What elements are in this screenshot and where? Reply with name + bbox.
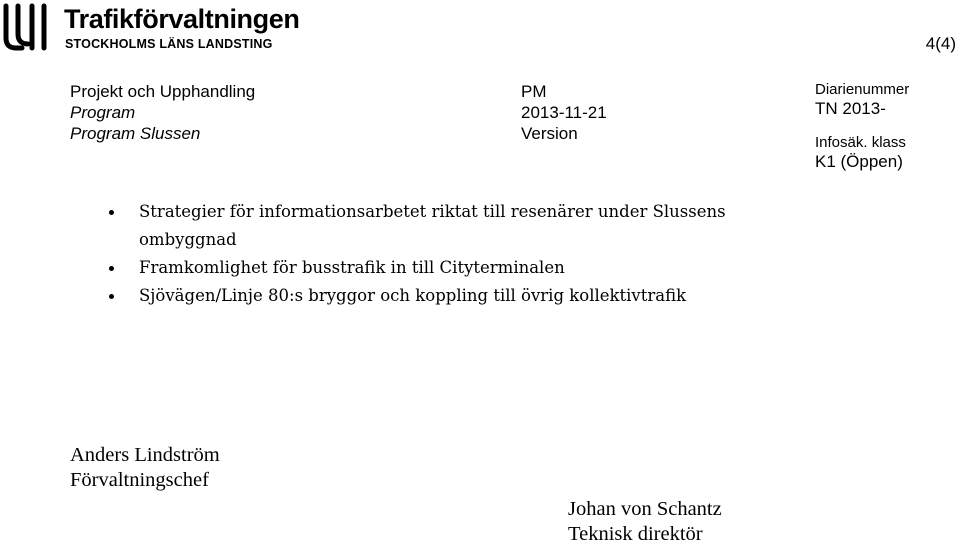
header-department: Projekt och Upphandling bbox=[70, 82, 256, 101]
page-number: 4(4) bbox=[925, 34, 956, 53]
header-version: Version bbox=[521, 124, 578, 143]
signature-block-2 bbox=[568, 497, 722, 547]
signature-title: Förvaltningschef bbox=[70, 469, 209, 491]
signature-title: Teknisk direktör bbox=[568, 523, 703, 545]
logo-subtitle: STOCKHOLMS LÄNS LANDSTING bbox=[65, 37, 273, 51]
list-item: Strategier för informationsarbetet riktat till resenärer under Slussens ombyggnad bbox=[108, 198, 808, 254]
header-date: 2013-11-21 bbox=[521, 103, 607, 122]
logo bbox=[0, 0, 340, 55]
list-item: Sjövägen/Linje 80:s bryggor och koppling till övrig kollektivtrafik bbox=[108, 282, 808, 310]
logo-title: Trafikförvaltningen bbox=[64, 4, 300, 34]
infosak-label: Infosäk. klass bbox=[815, 134, 906, 151]
diarienummer-label: Diarienummer bbox=[815, 81, 910, 98]
signature-name: Johan von Schantz bbox=[568, 498, 722, 520]
header-program: Program bbox=[70, 103, 136, 122]
list-item: Framkomlighet för busstrafik in till Cityterminalen bbox=[108, 254, 808, 282]
header-col-department bbox=[70, 81, 255, 144]
sll-logo-mark-icon bbox=[2, 2, 60, 52]
signature-name: Anders Lindström bbox=[70, 444, 220, 466]
header-doc-type: PM bbox=[521, 82, 547, 101]
header-col-document bbox=[521, 81, 607, 144]
header-program-name: Program Slussen bbox=[70, 124, 201, 143]
infosak-value: K1 (Öppen) bbox=[815, 152, 903, 171]
diarienummer-value: TN 2013- bbox=[815, 99, 886, 118]
bullet-list bbox=[108, 198, 808, 310]
signature-block-1 bbox=[70, 443, 220, 493]
